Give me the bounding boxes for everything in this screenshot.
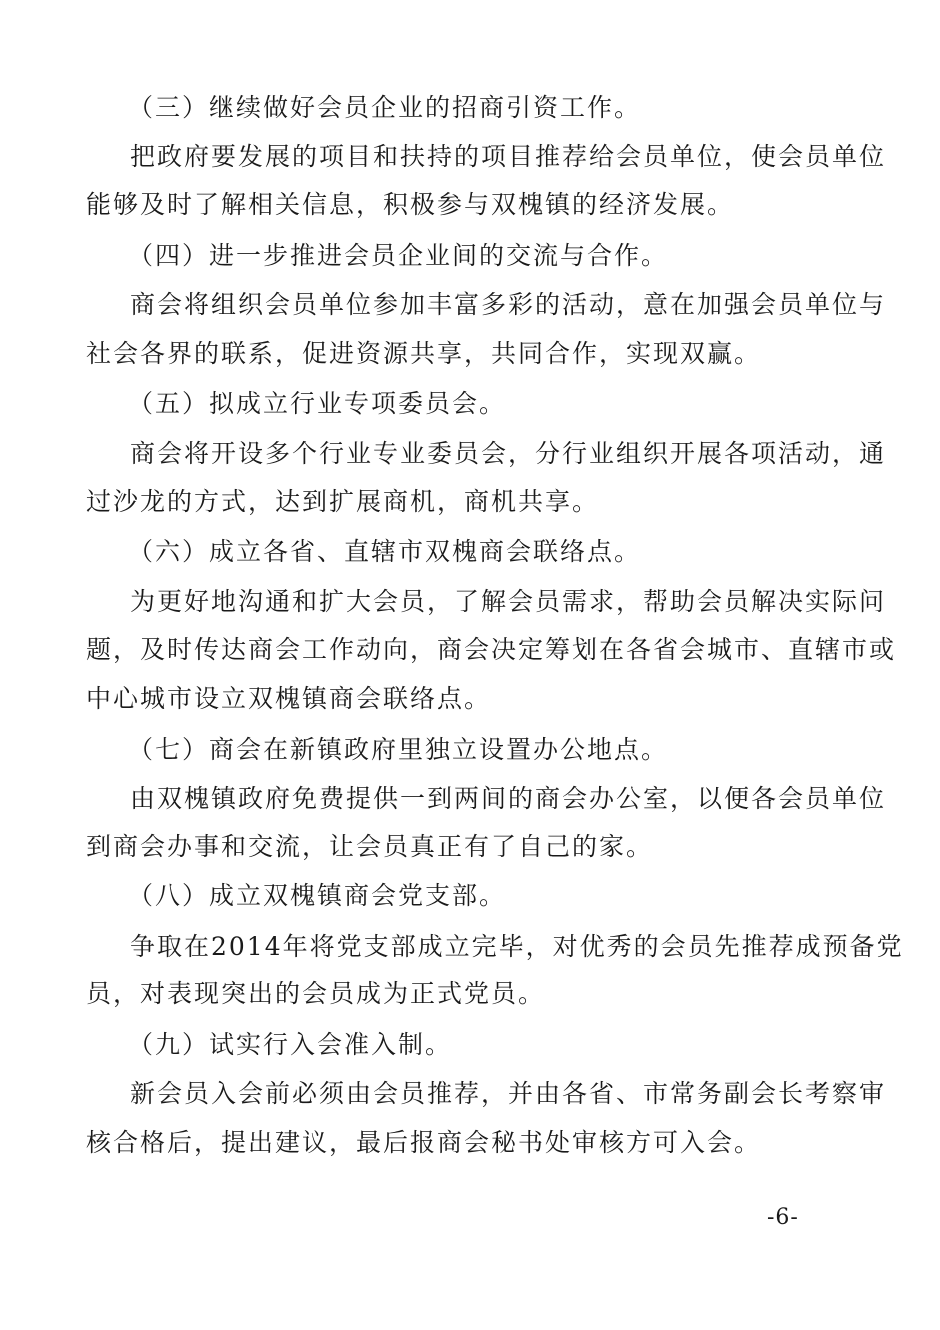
paragraph-line: 员，对表现突出的会员成为正式党员。	[86, 979, 546, 1008]
section-heading-4: （四）进一步推进会员企业间的交流与合作。	[128, 241, 669, 270]
section-heading-7: （七）商会在新镇政府里独立设置办公地点。	[128, 735, 669, 764]
paragraph-line: 由双槐镇政府免费提供一到两间的商会办公室，以便各会员单位	[130, 784, 887, 813]
section-heading-3: （三）继续做好会员企业的招商引资工作。	[128, 93, 642, 122]
paragraph-line: 题，及时传达商会工作动向，商会决定筹划在各省会城市、直辖市或	[86, 635, 897, 664]
paragraph-line: 能够及时了解相关信息，积极参与双槐镇的经济发展。	[86, 190, 735, 219]
paragraph-line: 社会各界的联系，促进资源共享，共同合作，实现双赢。	[86, 339, 762, 368]
paragraph-line: 把政府要发展的项目和扶持的项目推荐给会员单位，使会员单位	[130, 142, 887, 171]
section-heading-8: （八）成立双槐镇商会党支部。	[128, 881, 507, 910]
paragraph-line: 中心城市设立双槐镇商会联络点。	[86, 684, 492, 713]
section-heading-5: （五）拟成立行业专项委员会。	[128, 389, 507, 418]
section-heading-6: （六）成立各省、直辖市双槐商会联络点。	[128, 537, 642, 566]
paragraph-line: 为更好地沟通和扩大会员，了解会员需求，帮助会员解决实际问	[130, 587, 887, 616]
paragraph-line: 核合格后，提出建议，最后报商会秘书处审核方可入会。	[86, 1128, 762, 1157]
paragraph-line: 商会将组织会员单位参加丰富多彩的活动，意在加强会员单位与	[130, 290, 887, 319]
page-number: -6-	[767, 1205, 799, 1230]
paragraph-line: 到商会办事和交流，让会员真正有了自己的家。	[86, 832, 654, 861]
paragraph-line: 争取在2014年将党支部成立完毕，对优秀的会员先推荐成预备党	[130, 932, 904, 961]
section-heading-9: （九）试实行入会准入制。	[128, 1030, 453, 1059]
paragraph-line: 新会员入会前必须由会员推荐，并由各省、市常务副会长考察审	[130, 1079, 887, 1108]
paragraph-line: 过沙龙的方式，达到扩展商机，商机共享。	[86, 487, 600, 516]
paragraph-line: 商会将开设多个行业专业委员会，分行业组织开展各项活动，通	[130, 439, 887, 468]
